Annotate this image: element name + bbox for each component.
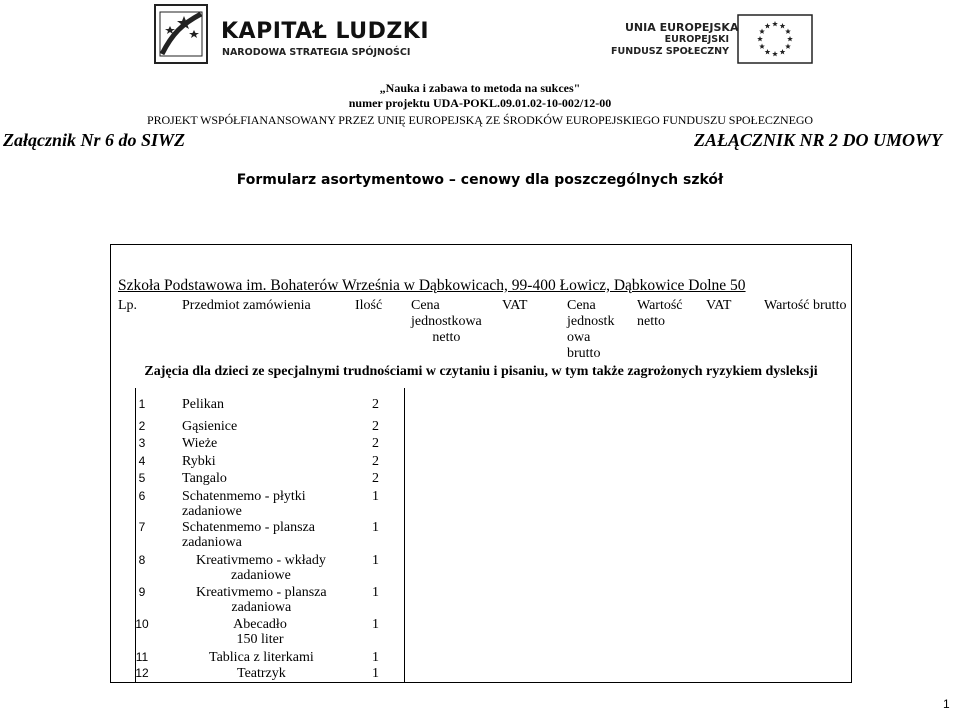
- col-header-unit-gross: Cena jednostk owa brutto: [567, 298, 615, 361]
- kapital-ludzki-flag-logo: [154, 4, 208, 64]
- row-number: 11: [135, 650, 149, 664]
- project-number: numer projektu UDA-POKL.09.01.02-10-002/12-00: [348, 96, 612, 110]
- col-header-unit-net: Cena jednostkowa netto: [411, 298, 482, 345]
- annex-label-right: ZAŁĄCZNIK NR 2 DO UMOWY: [693, 130, 942, 150]
- row-item-name: Teatrzyk: [237, 666, 286, 681]
- row-number: 9: [138, 585, 146, 599]
- row-number: 7: [138, 520, 146, 534]
- col-header-item: Przedmiot zamówienia: [182, 298, 311, 313]
- row-item-name: Pelikan: [182, 397, 224, 412]
- row-item-name: Schatenmemo - plansza zadaniowa: [182, 520, 315, 550]
- page-number: 1: [943, 697, 950, 711]
- project-name: „Nauka i zabawa to metoda na sukces": [379, 81, 581, 95]
- col-header-vat-2: VAT: [706, 298, 732, 313]
- row-number: 5: [138, 471, 146, 485]
- col-header-value-net: Wartość netto: [637, 298, 683, 329]
- row-item-name: Kreativmemo - wkłady zadaniowe: [196, 553, 326, 583]
- col-header-vat: VAT: [502, 298, 528, 313]
- row-item-name: Rybki: [182, 454, 216, 469]
- annex-label-left: Załącznik Nr 6 do SIWZ: [3, 130, 186, 150]
- eu-logo-line3: FUNDUSZ SPOŁECZNY: [611, 46, 729, 57]
- row-number: 8: [138, 553, 146, 567]
- row-quantity: 1: [372, 585, 379, 600]
- row-item-name: Tangalo: [182, 471, 227, 486]
- row-number: 10: [135, 617, 149, 631]
- row-quantity: 2: [372, 397, 379, 412]
- kapital-ludzki-logo-subtitle: NARODOWA STRATEGIA SPÓJNOŚCI: [222, 47, 411, 58]
- eu-logo-line1: UNIA EUROPEJSKA: [625, 21, 739, 34]
- row-number: 6: [138, 489, 146, 503]
- row-quantity: 2: [372, 436, 379, 451]
- section-title: Zajęcia dla dzieci ze specjalnymi trudnościami w czytaniu i pisaniu, w tym także zagrożonych ryzykiem dysleksji: [144, 364, 818, 379]
- row-quantity: 1: [372, 489, 379, 504]
- col-header-value-gross: Wartość brutto: [764, 298, 847, 313]
- row-number: 3: [138, 436, 146, 450]
- kapital-ludzki-logo-title: KAPITAŁ LUDZKI: [221, 19, 430, 44]
- row-quantity: 1: [372, 650, 379, 665]
- row-quantity: 1: [372, 617, 379, 632]
- row-quantity: 2: [372, 419, 379, 434]
- col-header-lp: Lp.: [118, 298, 138, 313]
- row-number: 12: [135, 666, 149, 680]
- col-header-qty: Ilość: [355, 298, 383, 313]
- row-number: 2: [138, 419, 146, 433]
- row-quantity: 1: [372, 520, 379, 535]
- school-name: Szkoła Podstawowa im. Bohaterów Września w Dąbkowicach, 99-400 Łowicz, Dąbkowice Dolne 50: [118, 277, 746, 294]
- row-item-name: Gąsienice: [182, 419, 238, 434]
- row-item-name: Tablica z literkami: [209, 650, 314, 665]
- row-item-name: Abecadło 150 liter: [233, 617, 287, 647]
- row-quantity: 1: [372, 666, 379, 681]
- project-funding-note: PROJEKT WSPÓŁFIANANSOWANY PRZEZ UNIĘ EUROPEJSKĄ ZE ŚRODKÓW EUROPEJSKIEGO FUNDUSZU SPOŁECZNEGO: [147, 113, 813, 127]
- form-title: Formularz asortymentowo – cenowy dla poszczególnych szkół: [236, 172, 724, 188]
- row-quantity: 1: [372, 553, 379, 568]
- row-quantity: 2: [372, 454, 379, 469]
- row-item-name: Kreativmemo - plansza zadaniowa: [196, 585, 327, 615]
- table-column-divider: [404, 388, 405, 683]
- row-quantity: 2: [372, 471, 379, 486]
- row-item-name: Wieże: [182, 436, 218, 451]
- eu-logo-line2: EUROPEJSKI: [664, 34, 729, 45]
- row-item-name: Schatenmemo - płytki zadaniowe: [182, 489, 306, 519]
- eu-flag-icon: [737, 14, 813, 64]
- row-number: 1: [138, 397, 146, 411]
- row-number: 4: [138, 454, 146, 468]
